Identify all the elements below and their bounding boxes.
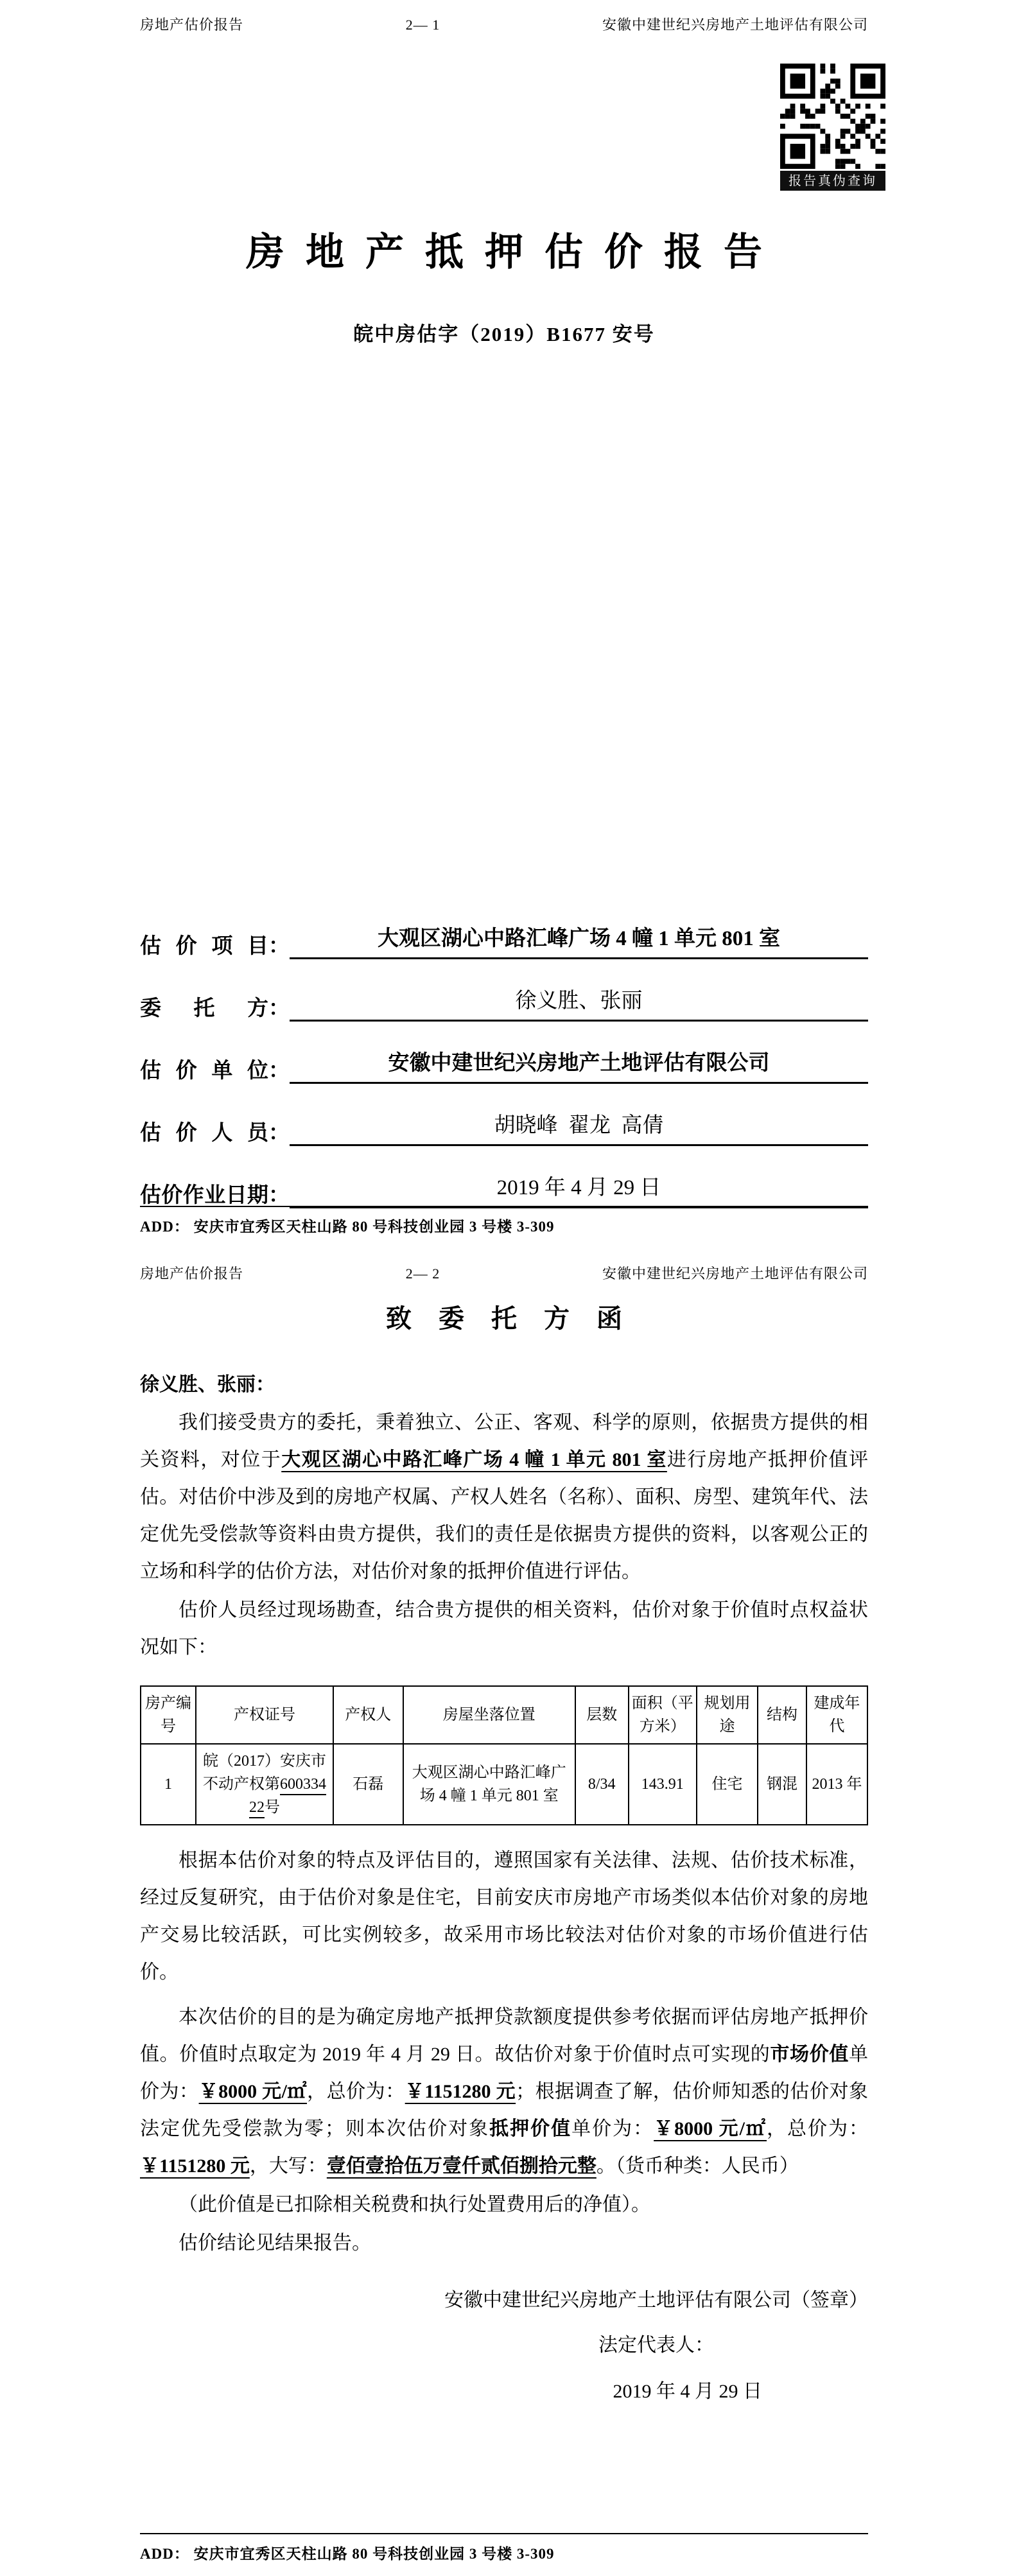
report-doc-number: 皖中房估字（2019）B1677 安号 — [353, 323, 655, 345]
col-header-location: 房屋坐落位置 — [403, 1686, 575, 1744]
para4-text: 单价为： — [140, 2044, 869, 2102]
term-mortgage-value: 抵押价值 — [489, 2118, 572, 2139]
mortgage-total-price: ￥1151280 元 — [140, 2155, 250, 2177]
para1-text: 我们接受贵方的委托，秉着独立、公正、客观、科学的原则，依据贵方提供的相关资料，对位于 — [140, 1412, 868, 1470]
para4-text: 单价为： — [571, 2118, 654, 2139]
field-label: 估价作业日期 — [140, 1184, 268, 1207]
header-doc-type: 房地产估价报告 — [140, 1266, 244, 1282]
letter-salutation: 徐义胜、张丽： — [140, 1374, 275, 1395]
para4-text: ，大写： — [249, 2155, 327, 2177]
cell-planned-use: 住宅 — [697, 1744, 758, 1825]
field-client — [140, 984, 868, 1022]
paragraph-net-value-note: （此价值是已扣除相关税费和执行处置费用后的净值）。 — [179, 2194, 650, 2215]
term-market-value: 市场价值 — [770, 2044, 849, 2065]
signature-date: 2019 年 4 月 29 日 — [613, 2381, 762, 2402]
cert-number: 60033422 — [249, 1776, 326, 1816]
report-title: 房 地 产 抵 押 估 价 报 告 — [246, 231, 768, 274]
paragraph-method: 根据本估价对象的特点及评估目的，遵照国家有关法律、法规、估价技术标准，经过反复研究，由于估价对象是住宅，目前安庆市房地产市场类似本估价对象的房地产交易比较活跃，可比实例较多，故采用市场比较法对估价对象的市场价值进行估价。 — [140, 1850, 868, 1983]
qr-code-icon — [780, 64, 885, 169]
para1-text: 进行房地产抵押价值评估。对估价中涉及到的房地产权属、产权人姓名（名称）、面积、房型、建筑年代、法定优先受偿款等资料由贵方提供，我们的责任是依据贵方提供的资料，以客观公正的立场和科学的估价方法，对估价对象的抵押价值进行评估。 — [140, 1449, 869, 1582]
field-appraisal-date — [140, 1171, 868, 1208]
field-appraisers — [140, 1108, 868, 1146]
field-value-agency: 安徽中建世纪兴房地产土地评估有限公司 — [290, 1046, 868, 1084]
page1-header — [140, 0, 868, 34]
field-appraisal-agency — [140, 1046, 868, 1084]
field-label: 估价人员 — [140, 1122, 268, 1145]
amount-in-words: 壹佰壹拾伍万壹仟贰佰捌拾元整 — [326, 2155, 597, 2177]
subject-property-address: 大观区湖心中路汇峰广场 4 幢 1 单元 801 室 — [281, 1449, 667, 1470]
header-page-number: 2— 2 — [405, 1266, 440, 1282]
header-company-name: 安徽中建世纪兴房地产土地评估有限公司 — [602, 1266, 868, 1282]
paragraph-engagement — [140, 1404, 868, 1590]
field-appraisal-project — [140, 921, 868, 959]
para4-text: 。（货币种类：人民币） — [596, 2155, 799, 2177]
header-doc-type: 房地产估价报告 — [140, 17, 244, 33]
field-colon: ： — [268, 935, 290, 958]
field-colon: ： — [268, 1184, 290, 1207]
field-value-project: 大观区湖心中路汇峰广场 4 幢 1 单元 801 室 — [290, 921, 868, 959]
cell-area: 143.91 — [629, 1744, 697, 1825]
qr-verification-block — [780, 64, 885, 191]
field-value-appraisers: 胡晓峰 翟龙 高倩 — [290, 1108, 868, 1146]
signature-company: 安徽中建世纪兴房地产土地评估有限公司（签章） — [444, 2290, 868, 2311]
market-total-price: ￥1151280 元 — [405, 2081, 516, 2102]
col-header-owner: 产权人 — [333, 1686, 403, 1744]
col-header-planned-use: 规划用途 — [697, 1686, 758, 1744]
field-value-date: 2019 年 4 月 29 日 — [290, 1171, 868, 1208]
footer-address: ADD： 安庆市宜秀区天柱山路 80 号科技创业园 3 号楼 3-309 — [140, 2546, 555, 2562]
cover-fields — [140, 921, 868, 1208]
header-page-number: 2— 1 — [405, 17, 440, 33]
cell-structure: 钢混 — [758, 1744, 806, 1825]
col-header-property-no: 房产编号 — [141, 1686, 196, 1744]
page2-header — [140, 1249, 868, 1283]
page-2-letter — [0, 1249, 1019, 2576]
header-company-name: 安徽中建世纪兴房地产土地评估有限公司 — [602, 17, 868, 33]
col-header-area: 面积（平方米） — [629, 1686, 697, 1744]
paragraph-conclusion-ref: 估价结论见结果报告。 — [179, 2232, 371, 2254]
para4-text: ，总价为： — [767, 2118, 869, 2139]
page-1-cover — [0, 0, 1019, 1249]
field-label: 估价单位 — [140, 1059, 268, 1083]
cert-prefix: 皖（2017）安庆市不动产权第 — [203, 1753, 326, 1793]
field-colon: ： — [268, 1059, 290, 1083]
table-header-row — [141, 1686, 867, 1744]
signature-legal-rep: 法定代表人： — [598, 2335, 714, 2356]
market-unit-price: ￥8000 元/㎡ — [198, 2081, 308, 2102]
footer-address: ADD： 安庆市宜秀区天柱山路 80 号科技创业园 3 号楼 3-309 — [140, 1219, 555, 1235]
paragraph-valuation-result — [140, 1999, 868, 2185]
cell-owner: 石磊 — [333, 1744, 403, 1825]
paragraph-survey-intro: 估价人员经过现场勘查，结合贵方提供的相关资料，估价对象于价值时点权益状况如下： — [140, 1599, 868, 1658]
mortgage-unit-price: ￥8000 元/㎡ — [654, 2118, 767, 2139]
col-header-floors: 层数 — [575, 1686, 629, 1744]
field-label: 委托方 — [140, 997, 268, 1020]
para4-text: ；根据调查了解，估价师知悉的估价对象法定优先受偿款为零；则本次估价对象 — [140, 2081, 869, 2139]
table-row — [141, 1744, 867, 1825]
cell-year-built: 2013 年 — [806, 1744, 867, 1825]
cell-cert-no — [196, 1744, 333, 1825]
field-label: 估价项目 — [140, 935, 268, 958]
property-rights-table — [140, 1685, 868, 1825]
cert-suffix: 号 — [265, 1799, 280, 1816]
field-colon: ： — [268, 1122, 290, 1145]
para4-text: ，总价为： — [307, 2081, 405, 2102]
page2-footer — [140, 2533, 868, 2563]
col-header-year-built: 建成年代 — [806, 1686, 867, 1744]
page1-footer — [140, 1206, 868, 1236]
col-header-structure: 结构 — [758, 1686, 806, 1744]
cell-location: 大观区湖心中路汇峰广场 4 幢 1 单元 801 室 — [403, 1744, 575, 1825]
cell-floors: 8/34 — [575, 1744, 629, 1825]
para4-text: 本次估价的目的是为确定房地产抵押贷款额度提供参考依据而评估房地产抵押价值。价值时点取定为 2019 年 4 月 29 日。故估价对象于价值时点可实现的 — [140, 2006, 868, 2065]
qr-caption: 报告真伪查询 — [780, 171, 885, 191]
letter-title: 致 委 托 方 函 — [386, 1304, 632, 1333]
cell-property-no: 1 — [141, 1744, 196, 1825]
field-colon: ： — [268, 997, 290, 1020]
col-header-cert-no: 产权证号 — [196, 1686, 333, 1744]
field-value-client: 徐义胜、张丽 — [290, 984, 868, 1022]
